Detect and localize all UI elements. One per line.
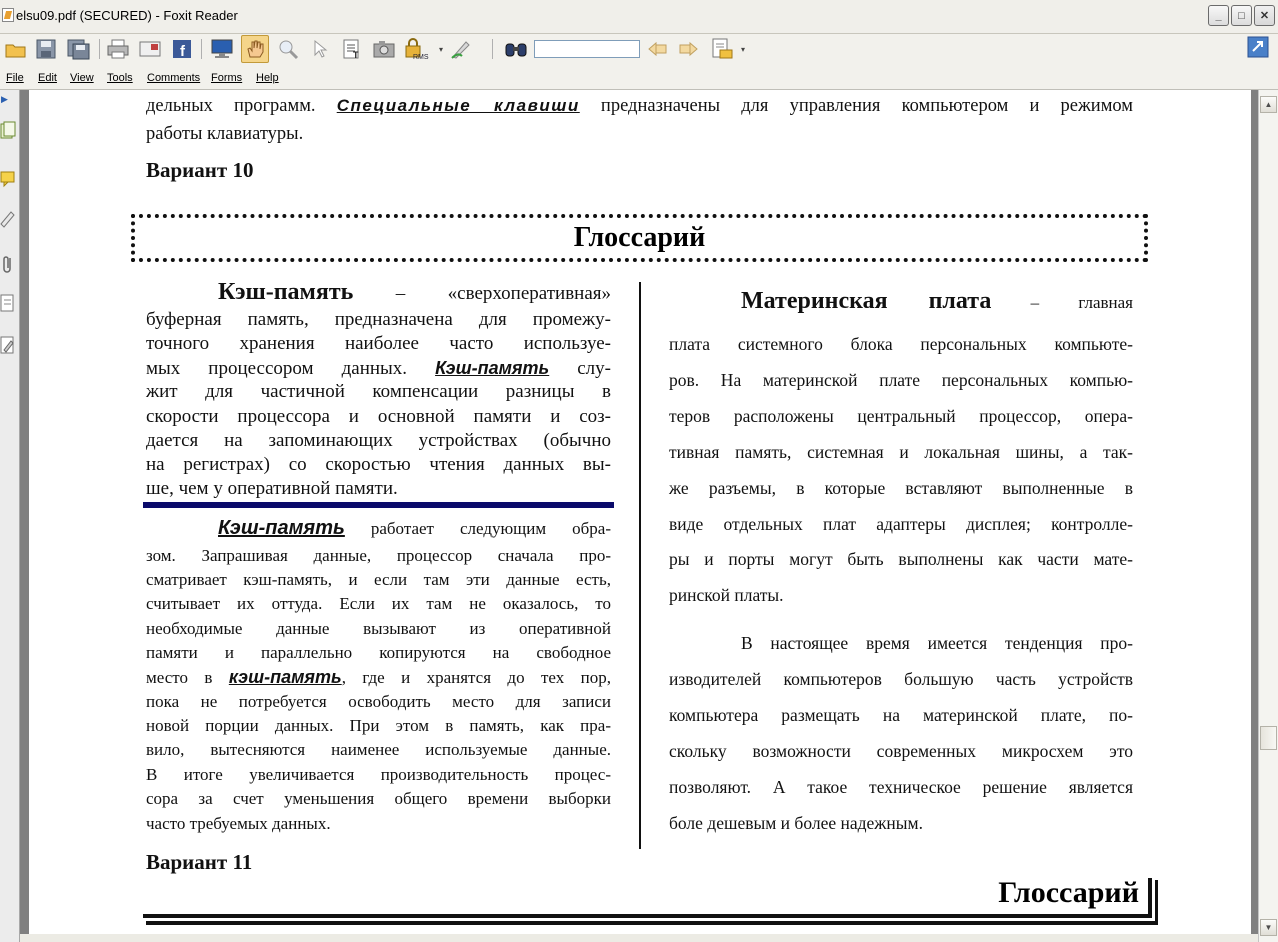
glossary-title: Глоссарий: [998, 876, 1139, 909]
paragraph-line: часто требуемых данных.: [146, 814, 331, 833]
paragraph-line: зом. Запрашивая данные, процессор сначала про-: [146, 546, 611, 565]
print-icon[interactable]: [106, 37, 130, 61]
paragraph-line: сматривает кэш-память, и если там эти данные есть,: [146, 570, 611, 589]
paragraph-line: В настоящее время имеется тенденция про-: [741, 633, 1133, 653]
document-area: [20, 90, 1258, 942]
next-icon[interactable]: [677, 37, 701, 61]
signatures-panel-icon[interactable]: [1, 210, 15, 228]
variant-heading: Вариант 10: [146, 158, 254, 182]
zoom-tool-icon[interactable]: [276, 37, 300, 61]
open-icon[interactable]: [4, 37, 28, 61]
paragraph-line: скольку возможности современных микросхем это: [669, 741, 1133, 761]
previous-icon[interactable]: [645, 37, 669, 61]
glossary-frame-bottom-shadow: [146, 921, 1158, 925]
close-button[interactable]: ✕: [1254, 5, 1275, 26]
hand-tool-icon[interactable]: [241, 35, 269, 63]
menu-tools[interactable]: Tools: [107, 72, 133, 84]
paragraph-line: изводителей компьютеров большую часть устройств: [669, 669, 1133, 689]
menu-view[interactable]: View: [70, 72, 94, 84]
toolbar-separator: [99, 39, 100, 59]
paragraph-line: плата системного блока персональных компьюте-: [669, 334, 1133, 354]
paragraph-line: на регистрах) со скоростью чтения данных вы-: [146, 454, 611, 475]
paragraph-line: новой порции данных. При этом в память, как пра-: [146, 716, 611, 735]
cache-memory-link: Кэш-память: [435, 358, 550, 378]
text-select-icon[interactable]: [340, 37, 364, 61]
attachments-panel-icon[interactable]: [1, 254, 15, 272]
paragraph-line: памяти и параллельно копируются на свободное: [146, 643, 611, 662]
comment-tool-icon[interactable]: [710, 37, 734, 61]
window-controls: [1208, 5, 1275, 26]
svg-text:f: f: [180, 43, 185, 60]
scroll-down-icon[interactable]: ▼: [1260, 919, 1277, 936]
form-fields-panel-icon[interactable]: [1, 336, 15, 354]
title-bar: [0, 0, 1278, 34]
toolbar-separator: [201, 39, 202, 59]
variant-heading: Вариант 11: [146, 850, 253, 874]
window-title: elsu09.pdf (SECURED) - Foxit Reader: [16, 8, 238, 23]
paragraph-line: Кэш-память работает следующим обра-: [218, 517, 611, 539]
menu-bar: [0, 68, 1278, 90]
foxit-app-icon: [2, 8, 14, 22]
maximize-button[interactable]: □: [1231, 5, 1252, 26]
cache-memory-link: Кэш-память: [218, 517, 345, 539]
pages-panel-icon[interactable]: [1, 122, 15, 140]
rms-dropdown-icon[interactable]: ▾: [438, 44, 443, 54]
menu-help[interactable]: Help: [256, 72, 279, 84]
paragraph-line: место в кэш-память, где и хранятся до тех пор,: [146, 667, 611, 687]
search-input[interactable]: [534, 40, 640, 58]
menu-edit[interactable]: Edit: [38, 72, 57, 84]
menu-forms[interactable]: Forms: [211, 72, 243, 84]
paragraph-line: тивная память, системная и локальная шины, а так-: [669, 442, 1133, 462]
facebook-icon[interactable]: [170, 37, 194, 61]
layers-panel-icon[interactable]: [1, 294, 15, 312]
snapshot-icon[interactable]: [372, 37, 396, 61]
rms-icon[interactable]: [404, 37, 428, 61]
svg-text:T: T: [353, 50, 359, 60]
glossary-frame-bottom: [143, 914, 1152, 918]
toolbar-separator: [492, 39, 493, 59]
special-keys-term: Специальные клавиши: [336, 96, 580, 115]
comment-dropdown-icon[interactable]: ▾: [740, 44, 745, 54]
save-as-icon[interactable]: [66, 37, 90, 61]
paragraph-line: буферная память, предназначена для промежу-: [146, 309, 611, 330]
paragraph-line: виде отдельных плат адаптеры дисплея; контролле-: [669, 514, 1133, 534]
glossary-title: Глоссарий: [573, 222, 706, 253]
paragraph-line: ры и порты могут быть выполнены как части мате-: [669, 549, 1133, 569]
horizontal-scrollbar[interactable]: [20, 934, 1258, 942]
paragraph-line: ринской платы.: [669, 585, 784, 605]
paragraph-line: жит для частичной компенсации разницы в: [146, 381, 611, 402]
column-divider: [639, 282, 641, 849]
glossary-frame-right-shadow: [1155, 880, 1158, 925]
pdf-page[interactable]: [29, 90, 1251, 942]
menu-file[interactable]: File: [6, 72, 24, 84]
paragraph-line: теров расположены центральный процессор, опера-: [669, 406, 1133, 426]
email-icon[interactable]: [138, 37, 162, 61]
paragraph-line: В итоге увеличивается производительность процес-: [146, 765, 611, 784]
paragraph-line: необходимые данные вызывают из оперативной: [146, 619, 611, 638]
restore-layout-icon[interactable]: [1246, 35, 1270, 59]
navigation-panel: [0, 90, 20, 942]
paragraph-line: ше, чем у оперативной памяти.: [146, 478, 398, 499]
scroll-up-icon[interactable]: ▲: [1260, 96, 1277, 113]
vertical-scrollbar[interactable]: [1258, 90, 1278, 942]
comments-panel-icon[interactable]: [1, 170, 15, 188]
select-tool-icon[interactable]: [308, 37, 332, 61]
minimize-button[interactable]: _: [1208, 5, 1229, 26]
expand-panel-icon[interactable]: ▶: [1, 94, 8, 104]
paragraph-line: сора за счет уменьшения общего времени выборки: [146, 789, 611, 808]
paragraph-line: работы клавиатуры.: [146, 124, 304, 144]
paragraph-line: ров. На материнской плате персональных компью-: [669, 370, 1133, 390]
save-icon[interactable]: [34, 37, 58, 61]
sign-icon[interactable]: [449, 37, 473, 61]
fullscreen-icon[interactable]: [210, 37, 234, 61]
section-rule: [143, 502, 614, 508]
paragraph-line: боле дешевым и более надежным.: [669, 813, 923, 833]
paragraph-line: считывает их оттуда. Если их там не оказалось, то: [146, 594, 611, 613]
cache-memory-link: кэш-память: [228, 667, 342, 687]
paragraph-line: мых процессором данных. Кэш-память слу-: [146, 358, 611, 379]
paragraph-line: дельных программ. Специальные клавиши предназначены для управления компьютером и режимом: [146, 96, 1134, 116]
paragraph-line: компьютера размещать на материнской плате, по-: [669, 705, 1133, 725]
menu-comments[interactable]: Comments: [147, 72, 201, 84]
glossary-frame-right: [1148, 878, 1152, 918]
paragraph-line: пока не потребуется освободить место для записи: [146, 692, 611, 711]
svg-text:RMS: RMS: [413, 54, 429, 61]
find-icon[interactable]: [504, 37, 528, 61]
paragraph-line: Кэш-память – «сверхоперативная»: [218, 279, 611, 305]
paragraph-line: дается на запоминающих устройствах (обычно: [146, 430, 611, 451]
paragraph-line: позволяют. А такое техническое решение является: [669, 777, 1133, 797]
scrollbar-thumb[interactable]: [1260, 726, 1277, 750]
paragraph-line: скорости процессора и основной памяти и соз-: [146, 406, 611, 427]
paragraph-line: Материнская плата – главная: [741, 288, 1133, 314]
paragraph-line: же разъемы, в которые вставляют выполненные в: [669, 478, 1133, 498]
cache-memory-term: Кэш-память: [218, 279, 354, 305]
motherboard-term: Материнская плата: [741, 288, 992, 314]
paragraph-line: вило, вытесняются наименее используемые данные.: [146, 740, 611, 759]
paragraph-line: точного хранения наиболее часто используе-: [146, 333, 611, 354]
